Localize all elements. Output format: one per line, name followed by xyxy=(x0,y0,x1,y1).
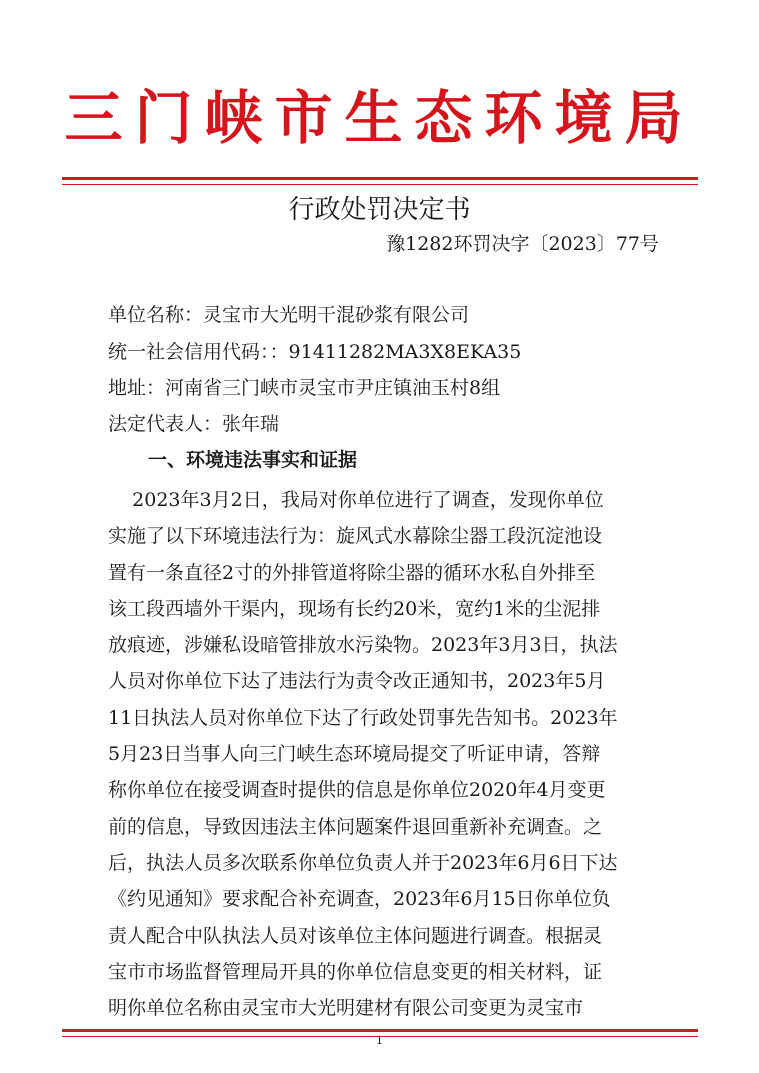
agency-header: 三门峡市生态环境局 xyxy=(64,84,695,152)
address-row xyxy=(108,374,668,402)
header-red-rule-thick xyxy=(62,177,698,180)
legal-rep-value: 张年瑞 xyxy=(222,413,280,435)
body-line: 5月23日当事人向三门峡生态环境局提交了听证申请，答辩 xyxy=(108,743,601,766)
body-line: 实施了以下环境违法行为：旋风式水幕除尘器工段沉淀池设 xyxy=(108,525,603,548)
body-line: 人员对你单位下达了违法行为责令改正通知书，2023年5月 xyxy=(108,670,606,693)
body-line: 该工段西墙外干渠内，现场有长约20米，宽约1米的尘泥排 xyxy=(108,597,601,620)
credit-code-label: 统一社会信用代码：： xyxy=(108,341,289,363)
credit-code-row xyxy=(108,338,668,366)
footer-red-rule-thick xyxy=(62,1029,698,1032)
document-number: 豫1282环罚决字〔2023〕77号 xyxy=(386,233,659,255)
address-label: 地址： xyxy=(108,377,166,399)
document-title: 行政处罚决定书 xyxy=(288,195,471,225)
body-line: 2023年3月2日，我局对你单位进行了调查，发现你单位 xyxy=(108,489,604,511)
section-heading: 一、环境违法事实和证据 xyxy=(148,449,358,471)
credit-code-value: 91411282MA3X8EKA35 xyxy=(288,341,522,363)
body-line: 责人配合中队执法人员对该单位主体问题进行调查。根据灵 xyxy=(108,924,603,947)
header-red-rule-thin xyxy=(62,184,698,185)
body-line: 称你单位在接受调查时提供的信息是你单位2020年4月变更 xyxy=(108,779,606,802)
legal-rep-label: 法定代表人： xyxy=(108,413,223,435)
legal-rep-row xyxy=(108,410,668,438)
body-line: 《约见通知》要求配合补充调查，2023年6月15日你单位负 xyxy=(108,888,611,911)
body-line: 宝市市场监督管理局开具的你单位信息变更的相关材料，证 xyxy=(108,960,603,983)
body-line: 后，执法人员多次联系你单位负责人并于2023年6月6日下达 xyxy=(108,851,618,874)
body-line: 放痕迹，涉嫌私设暗管排放水污染物。2023年3月3日，执法 xyxy=(108,634,618,657)
party-name-label: 单位名称： xyxy=(108,304,204,326)
address-value: 河南省三门峡市灵宝市尹庄镇油玉村8组 xyxy=(165,377,501,399)
party-name-row xyxy=(108,301,668,329)
body-line: 前的信息，导致因违法主体问题案件退回重新补充调查。之 xyxy=(108,815,603,838)
page-number: 1 xyxy=(376,1034,383,1047)
body-line: 明你单位名称由灵宝市大光明建材有限公司变更为灵宝市 xyxy=(108,997,584,1020)
body-line: 11日执法人员对你单位下达了行政处罚事先告知书。2023年 xyxy=(108,706,618,729)
body-line: 置有一条直径2寸的外排管道将除尘器的循环水私自外排至 xyxy=(108,561,596,584)
party-name-value: 灵宝市大光明干混砂浆有限公司 xyxy=(203,304,470,326)
body-paragraph xyxy=(108,482,656,1026)
